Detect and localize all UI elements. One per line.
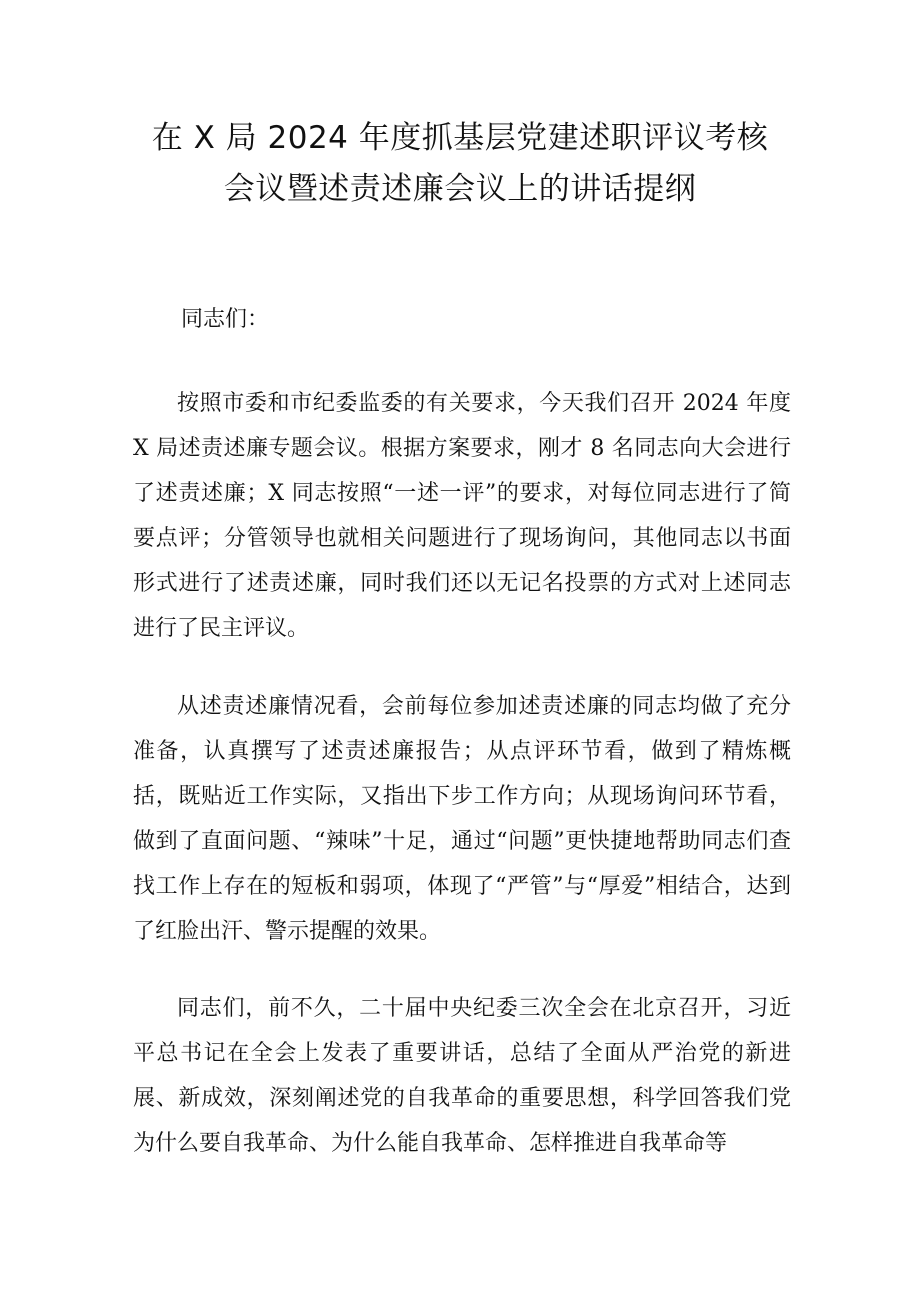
paragraph-2: 从述责述廉情况看，会前每位参加述责述廉的同志均做了充分准备，认真撰写了述责述廉报告；从点评环节看，做到了精炼概括，既贴近工作实际，又指出下步工作方向；从现场询问环节看，做到了直面问题、“辣味”十足，通过“问题”更快捷地帮助同志们查找工作上存在的短板和弱项，体现了“严管”与“厚爱”相结合，达到了红脸出汗、警示提醒的效果。 bbox=[133, 694, 791, 944]
title-line-1: 在 X 局 2024 年度抓基层党建述职评议考核 bbox=[151, 120, 769, 156]
paragraph-3: 同志们，前不久，二十届中央纪委三次全会在北京召开，习近平总书记在全会上发表了重要讲话，总结了全面从严治党的新进展、新成效，深刻阐述党的自我革命的重要思想，科学回答我们党为什么要自我革命、为什么能自我革命、怎样推进自我革命等 bbox=[133, 996, 791, 1156]
paragraph-1: 按照市委和市纪委监委的有关要求，今天我们召开 2024 年度 X 局述责述廉专题会议。根据方案要求，刚才 8 名同志向大会进行了述责述廉；X 同志按照“一述一评”的要求，对每位同志进行了简要点评；分管领导也就相关问题进行了现场询问，其他同志以书面形式进行了述责述廉，同时我们还以无记名投票的方式对上述同志进行了民主评议。 bbox=[133, 391, 791, 641]
title-line-2: 会议暨述责述廉会议上的讲话提纲 bbox=[223, 171, 697, 207]
document-title bbox=[110, 113, 810, 215]
salutation: 同志们： bbox=[181, 307, 270, 332]
